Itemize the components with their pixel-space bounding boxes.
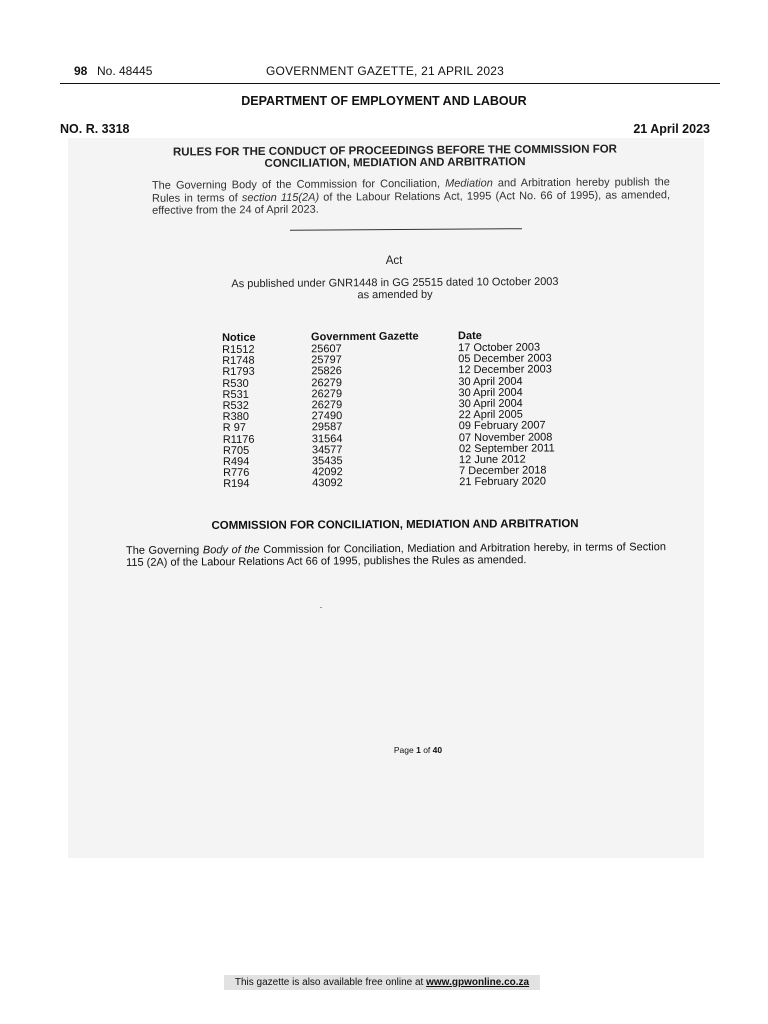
page-number: 98 xyxy=(74,64,88,78)
gazette-cell: 42092 xyxy=(312,466,343,479)
intro-text-1: The Governing Body of the Commission for Conciliation, xyxy=(151,177,446,192)
notice-cell: R494 xyxy=(222,455,250,468)
date-cell: 30 April 2004 xyxy=(458,386,523,399)
commission-heading: COMMISSION FOR CONCILIATION, MEDIATION AND ARBITRATION xyxy=(211,518,579,532)
notice-number: NO. R. 3318 xyxy=(60,122,130,136)
governing-body-paragraph xyxy=(126,541,666,569)
rules-title-line-2: CONCILIATION, MEDIATION AND ARBITRATION xyxy=(264,156,526,170)
gazette-cell: 26279 xyxy=(311,398,343,412)
notice-cell: R1748 xyxy=(222,354,255,368)
page-indicator xyxy=(0,745,768,755)
date-cell: 17 October 2003 xyxy=(458,341,541,355)
notice-cell: R1793 xyxy=(222,366,255,379)
gazette-cell: 35435 xyxy=(311,454,343,468)
date-cell: 30 April 2004 xyxy=(458,375,523,388)
header-gazette: Government Gazette xyxy=(310,330,419,344)
intro-paragraph xyxy=(152,176,670,217)
date-cell: 30 April 2004 xyxy=(458,397,523,411)
gov-body-text-2: Commission for Conciliation, Mediation and Arbitration hereby, in terms of Section 115 (2A) of the Labour Relations Act 66 of 1995, publishes the Rules as amended. xyxy=(126,541,666,569)
department-heading: DEPARTMENT OF EMPLOYMENT AND LABOUR xyxy=(241,94,527,108)
scan-speck xyxy=(320,607,322,608)
date-cell: 09 February 2007 xyxy=(458,419,546,433)
page-of-word: of xyxy=(420,745,433,755)
date-cell: 07 November 2008 xyxy=(458,430,553,444)
intro-text-2: and Arbitration hereby publish the Rules in terms of xyxy=(151,176,670,205)
gazette-footer xyxy=(224,975,540,990)
intro-text-3: of the Labour Relations Act, 1995 (Act No. 66 of 1995), as amended, effective from the 24 of April 2023. xyxy=(152,188,671,217)
published-line-2: as amended by xyxy=(357,288,433,302)
gpwonline-link[interactable]: www.gpwonline.co.za xyxy=(426,977,530,988)
intro-italic-1: Mediation xyxy=(445,177,493,190)
gov-body-italic: Body of the xyxy=(202,543,260,557)
gazette-cell: 25797 xyxy=(311,354,342,367)
notice-cell: R705 xyxy=(222,444,250,457)
notice-cell: R531 xyxy=(222,388,249,401)
date-cell: 22 April 2005 xyxy=(458,408,523,422)
date-cell: 12 December 2003 xyxy=(458,363,552,377)
header-divider xyxy=(60,83,720,84)
gazette-cell: 34577 xyxy=(311,443,343,456)
page-current: 1 xyxy=(416,745,421,755)
gazette-cell: 25826 xyxy=(311,365,342,378)
intro-italic-2: section 115(2A) xyxy=(241,191,320,204)
gazette-cell: 26279 xyxy=(311,387,343,401)
date-cell: 02 September 2011 xyxy=(458,442,555,455)
published-line-1: As published under GNR1448 in GG 25515 dated 10 October 2003 xyxy=(231,275,559,291)
gazette-cell: 27490 xyxy=(311,410,343,423)
header-notice: Notice xyxy=(221,331,256,344)
notice-cell: R532 xyxy=(222,399,249,412)
gazette-cell: 26279 xyxy=(311,376,343,389)
notice-cell: R776 xyxy=(223,466,250,480)
page-prefix: Page xyxy=(393,745,417,755)
act-heading: Act xyxy=(385,255,403,267)
rules-title xyxy=(140,143,650,171)
notice-cell: R 97 xyxy=(222,422,247,435)
issue-number: No. 48445 xyxy=(97,64,153,78)
gazette-cell: 29587 xyxy=(311,421,343,434)
notice-date: 21 April 2023 xyxy=(633,122,710,136)
gazette-title: GOVERNMENT GAZETTE, 21 APRIL 2023 xyxy=(266,64,505,78)
header-date: Date xyxy=(457,329,482,343)
notice-cell: R194 xyxy=(223,478,250,491)
rules-title-line-1: RULES FOR THE CONDUCT OF PROCEEDINGS BEFORE THE COMMISSION FOR xyxy=(172,143,618,159)
amendments-table xyxy=(222,330,583,490)
gazette-header xyxy=(60,64,720,82)
gov-body-text-1: The Governing xyxy=(125,544,203,557)
page-total: 40 xyxy=(432,745,443,755)
gazette-cell: 31564 xyxy=(311,432,343,445)
notice-cell: R1176 xyxy=(222,433,255,446)
date-cell: 05 December 2003 xyxy=(458,352,552,366)
footer-text: This gazette is also available free online at xyxy=(234,977,427,988)
date-cell: 21 February 2020 xyxy=(459,475,547,489)
gazette-cell: 43092 xyxy=(312,477,343,490)
published-note xyxy=(180,275,610,302)
notice-cell: R1512 xyxy=(222,343,255,356)
date-cell: 12 June 2012 xyxy=(458,453,526,467)
date-cell: 7 December 2018 xyxy=(459,464,547,478)
gazette-cell: 25607 xyxy=(311,343,342,356)
notice-cell: R530 xyxy=(222,377,249,390)
notice-cell: R380 xyxy=(222,410,250,424)
